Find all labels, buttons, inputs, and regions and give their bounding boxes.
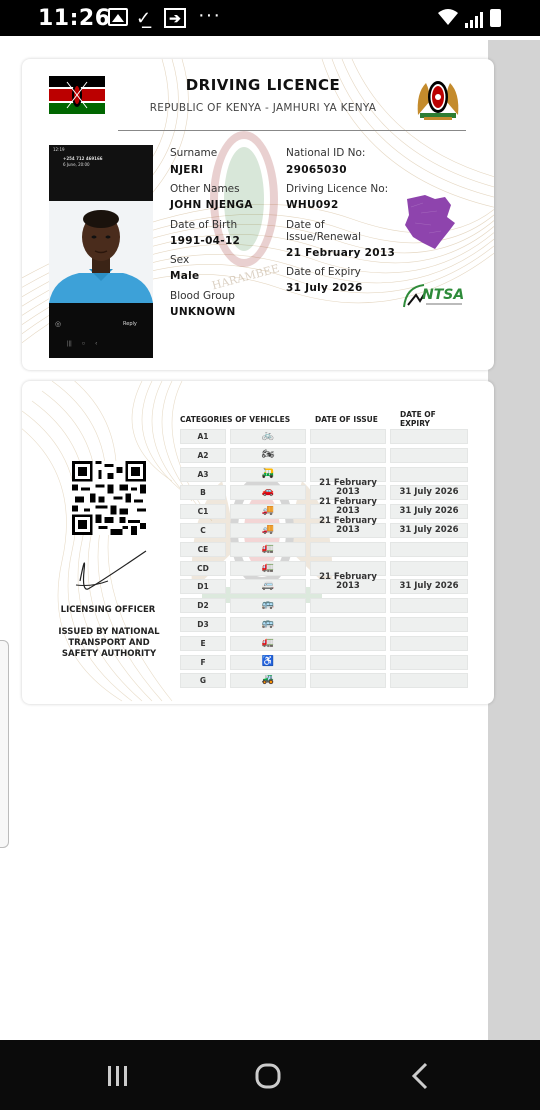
category-cell [310,542,386,557]
photo-screen-header: 12:19 +254 712 469166 6 June, 20:00 [49,145,153,201]
issue-date-value: 21 February 2013 [286,247,396,259]
issue-date-line1: 21 February [319,497,377,508]
articulated-truck-icon: 🚛 [261,542,275,554]
kenya-map-icon [401,193,459,251]
van-icon: 🚐 [261,580,275,592]
lorry-icon: 🚛 [261,636,275,648]
home-button[interactable] [238,1058,298,1094]
sex-label: Sex [170,254,190,266]
recent-apps-button[interactable] [88,1058,148,1094]
expiry-date: 31 July 2026 [399,525,459,535]
category-code: C1 [197,507,209,517]
camera-icon: ◎ [55,321,62,328]
minibus-icon: 🚌 [261,599,275,611]
category-row-d3 [180,617,470,633]
issue-date-line2: 2013 [336,487,360,498]
expiry-date-value: 31 July 2026 [286,282,363,294]
motorcycle-icon: 🏍 [261,448,275,460]
category-code: D3 [197,620,209,629]
category-code: A2 [197,450,209,460]
issue-label-line2: Issue/Renewal [286,231,362,243]
licence-no-value: WHU092 [286,199,339,211]
status-time: 11:26 [38,6,111,31]
wheelchair-icon: ♿ [261,655,275,667]
viewer-left-edge [0,40,8,1040]
holder-photo [49,145,153,358]
category-cell [310,617,386,632]
date-of-expiry-header-line2: EXPIRY [400,419,430,428]
gallery-icon [108,8,128,26]
issued-by-label: ISSUED BY NATIONAL TRANSPORT AND SAFETY AUTHORITY [58,627,160,659]
issue-date-line1: 21 February [319,516,377,526]
edge-panel-handle[interactable] [0,640,9,848]
issue-date-line2: 2013 [336,506,360,517]
status-bar [0,0,540,36]
sex-value: Male [170,270,200,282]
coat-of-arms-icon [412,71,464,121]
category-cell [390,561,468,576]
issue-date-line2: 2013 [336,581,360,592]
issue-label-line1: Date of [286,219,325,231]
category-cell [390,467,468,482]
category-code: E [200,638,206,648]
category-row-d1 [180,572,470,595]
bicycle-icon: 🚲 [261,430,275,441]
other-names-label: Other Names [170,183,240,195]
svg-text:NTSA: NTSA [422,287,465,303]
category-row-a1 [180,429,470,445]
dob-value: 1991-04-12 [170,235,241,247]
category-row-g [180,673,470,689]
category-row-ce [180,542,470,558]
licence-title: DRIVING LICENCE [185,76,341,94]
more-notifications-icon: ··· [198,4,221,26]
issue-date-line1: 21 February [319,572,377,583]
expiry-date: 31 July 2026 [399,581,459,592]
signal-icon [464,10,484,30]
small-truck-icon: 🚚 [261,505,275,517]
back-button[interactable] [390,1058,450,1094]
categories-header: CATEGORIES OF VEHICLES [180,415,291,424]
category-row-c [180,516,470,539]
category-cell [310,655,386,670]
category-cell [310,429,386,444]
wifi-icon [436,7,460,27]
category-cell [310,598,386,613]
car-icon: 🚗 [261,486,275,498]
date-of-expiry-header-line1: DATE OF [400,410,436,419]
category-cell [390,617,468,632]
battery-icon [490,9,501,27]
header-divider [118,130,466,131]
kenya-flag [49,76,105,114]
other-names-value: JOHN NJENGA [170,199,253,211]
category-code: A3 [197,469,209,479]
expiry-date: 31 July 2026 [399,506,459,517]
category-code: C [200,526,206,535]
licence-front-card [22,59,494,370]
category-cell [390,598,468,613]
share-arrow-icon: ➔ [164,8,186,28]
category-cell [310,673,386,688]
category-code: B [200,488,206,498]
category-cell [390,429,468,444]
category-cell [390,655,468,670]
category-row-a2 [180,448,470,464]
category-code: F [200,657,206,667]
category-code: D1 [197,582,209,592]
category-code: G [199,676,207,686]
category-cell [390,542,468,557]
dob-label: Date of Birth [170,219,238,231]
licence-subtitle: REPUBLIC OF KENYA - JAMHURI YA KENYA [149,102,377,114]
category-cell [390,448,468,463]
download-done-icon: ✓̲ [136,8,152,28]
category-code: D2 [197,601,209,611]
expiry-date: 31 July 2026 [399,487,459,498]
issue-date-line2: 2013 [336,525,360,535]
photo-screen-footer: ◎ Reply ||| ○ ‹ [49,303,153,358]
tractor-icon: 🚜 [261,674,275,686]
officer-signature [72,541,152,601]
surname-value: NJERI [170,164,204,176]
category-code: A1 [197,432,209,441]
category-row-f [180,655,470,671]
licensing-officer-label: LICENSING OFFICER [60,605,156,615]
blood-group-value: UNKNOWN [170,306,236,318]
surname-label: Surname [170,147,218,159]
category-cell [390,636,468,651]
face-portrait [49,201,153,303]
category-row-e [180,636,470,652]
ntsa-logo [402,281,468,311]
expiry-label: Date of Expiry [286,266,361,278]
blood-group-label: Blood Group [170,290,235,302]
category-cell [310,448,386,463]
navigation-bar [0,1040,540,1110]
bus-icon: 🚌 [261,618,275,629]
licence-back-card [22,381,494,704]
category-cell [390,673,468,688]
qr-code [72,461,146,535]
national-id-value: 29065030 [286,164,347,176]
harambee-watermark: HARAMBEE [210,261,281,293]
truck-icon: 🚚 [261,524,275,535]
category-code: CD [197,563,209,573]
date-of-issue-header: DATE OF ISSUE [315,415,378,424]
national-id-label: National ID No: [286,147,366,159]
licence-no-label: Driving Licence No: [286,183,389,195]
category-cell [310,636,386,651]
tuktuk-icon: 🛺 [261,467,275,479]
issue-date-line1: 21 February [319,478,377,489]
category-code: CE [197,544,209,554]
photo-nav-icons: ||| ○ ‹ [67,341,98,347]
category-row-d2 [180,598,470,614]
heavy-truck-icon: 🚛 [261,561,275,573]
